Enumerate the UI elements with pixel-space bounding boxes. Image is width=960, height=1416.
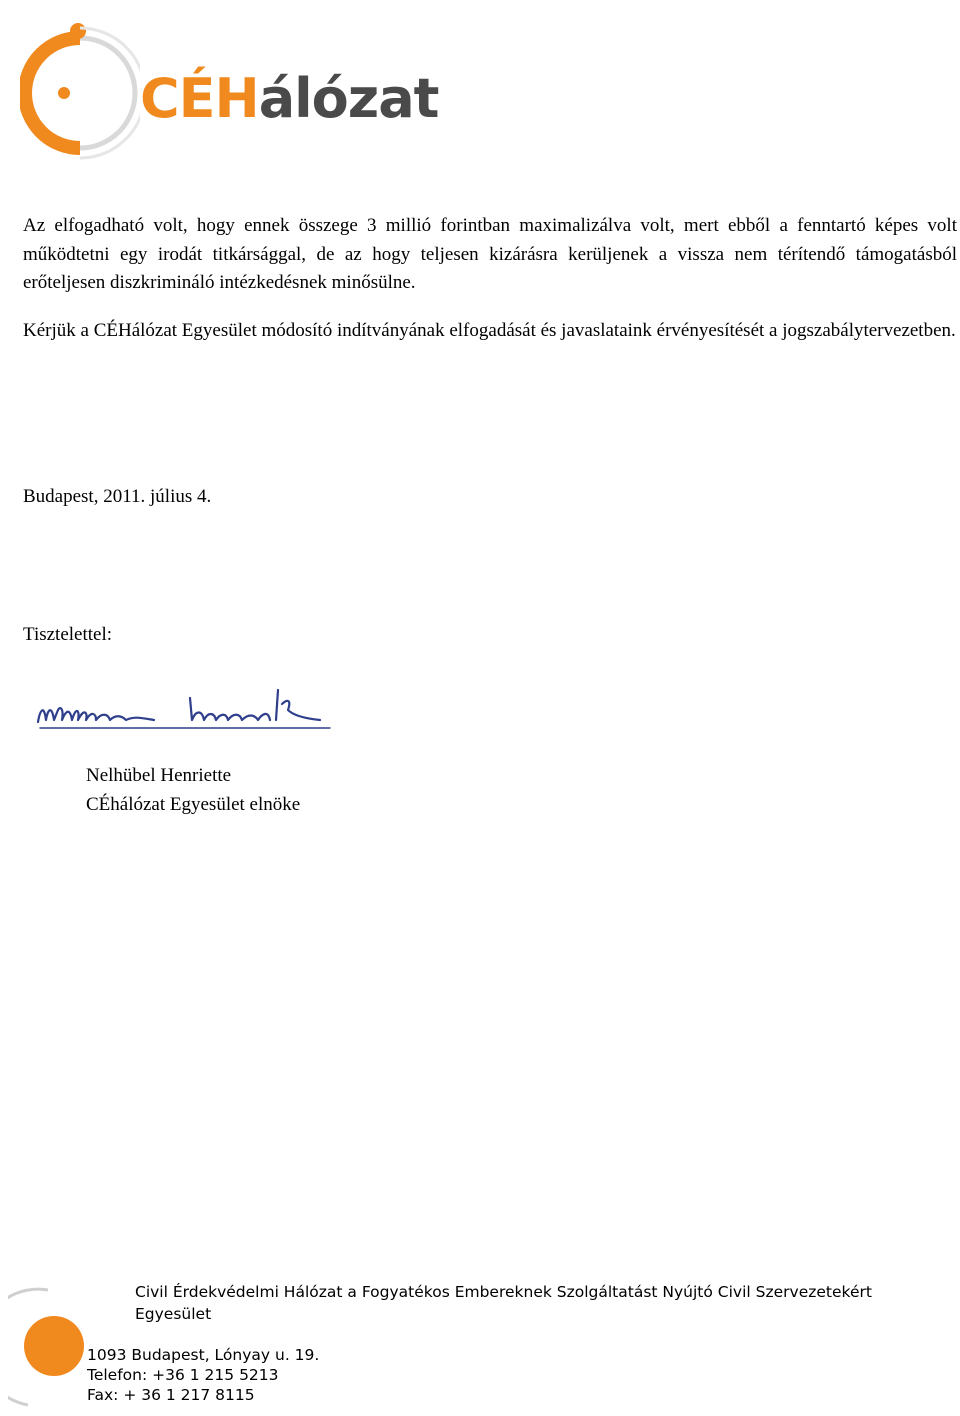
- body-paragraph-1: Az elfogadható volt, hogy ennek összege 3 millió forintban maximalizálva volt, mert ebből a fenntartó képes volt működtetni egy irodát titkársággal, de az hogy teljesen kizárásra kerüljenek a vissza nem térítendő támogatásból erőteljesen diszkrimináló intézkedésnek minősülne.: [23, 215, 957, 293]
- organization-logo: [20, 18, 440, 168]
- logo-emblem-icon: [20, 18, 140, 168]
- signer-role: CÉhálózat Egyesület elnöke: [86, 794, 301, 815]
- footer-fax: Fax: + 36 1 217 8115: [87, 1386, 255, 1404]
- signer-name: Nelhübel Henriette: [86, 765, 232, 786]
- footer-address: 1093 Budapest, Lónyay u. 19.: [87, 1346, 320, 1364]
- footer-organization-name: Civil Érdekvédelmi Hálózat a Fogyatékos Embereknek Szolgáltatást Nyújtó Civil Szervezetekért Egyesület: [135, 1283, 872, 1323]
- footer-phone: Telefon: +36 1 215 5213: [87, 1366, 279, 1384]
- footer-logo-icon: [8, 1280, 88, 1415]
- logo-text-halozat: álózat: [258, 67, 439, 130]
- closing-greeting: Tisztelettel:: [23, 624, 113, 645]
- logo-wordmark: [140, 67, 439, 130]
- letter-date: Budapest, 2011. július 4.: [23, 486, 212, 507]
- handwritten-signature: [30, 680, 340, 740]
- body-paragraph-2: Kérjük a CÉHálózat Egyesület módosító indítványának elfogadását és javaslataink érvényesítését a jogszabálytervezetben.: [23, 320, 956, 341]
- logo-text-ceh: CÉH: [140, 67, 259, 130]
